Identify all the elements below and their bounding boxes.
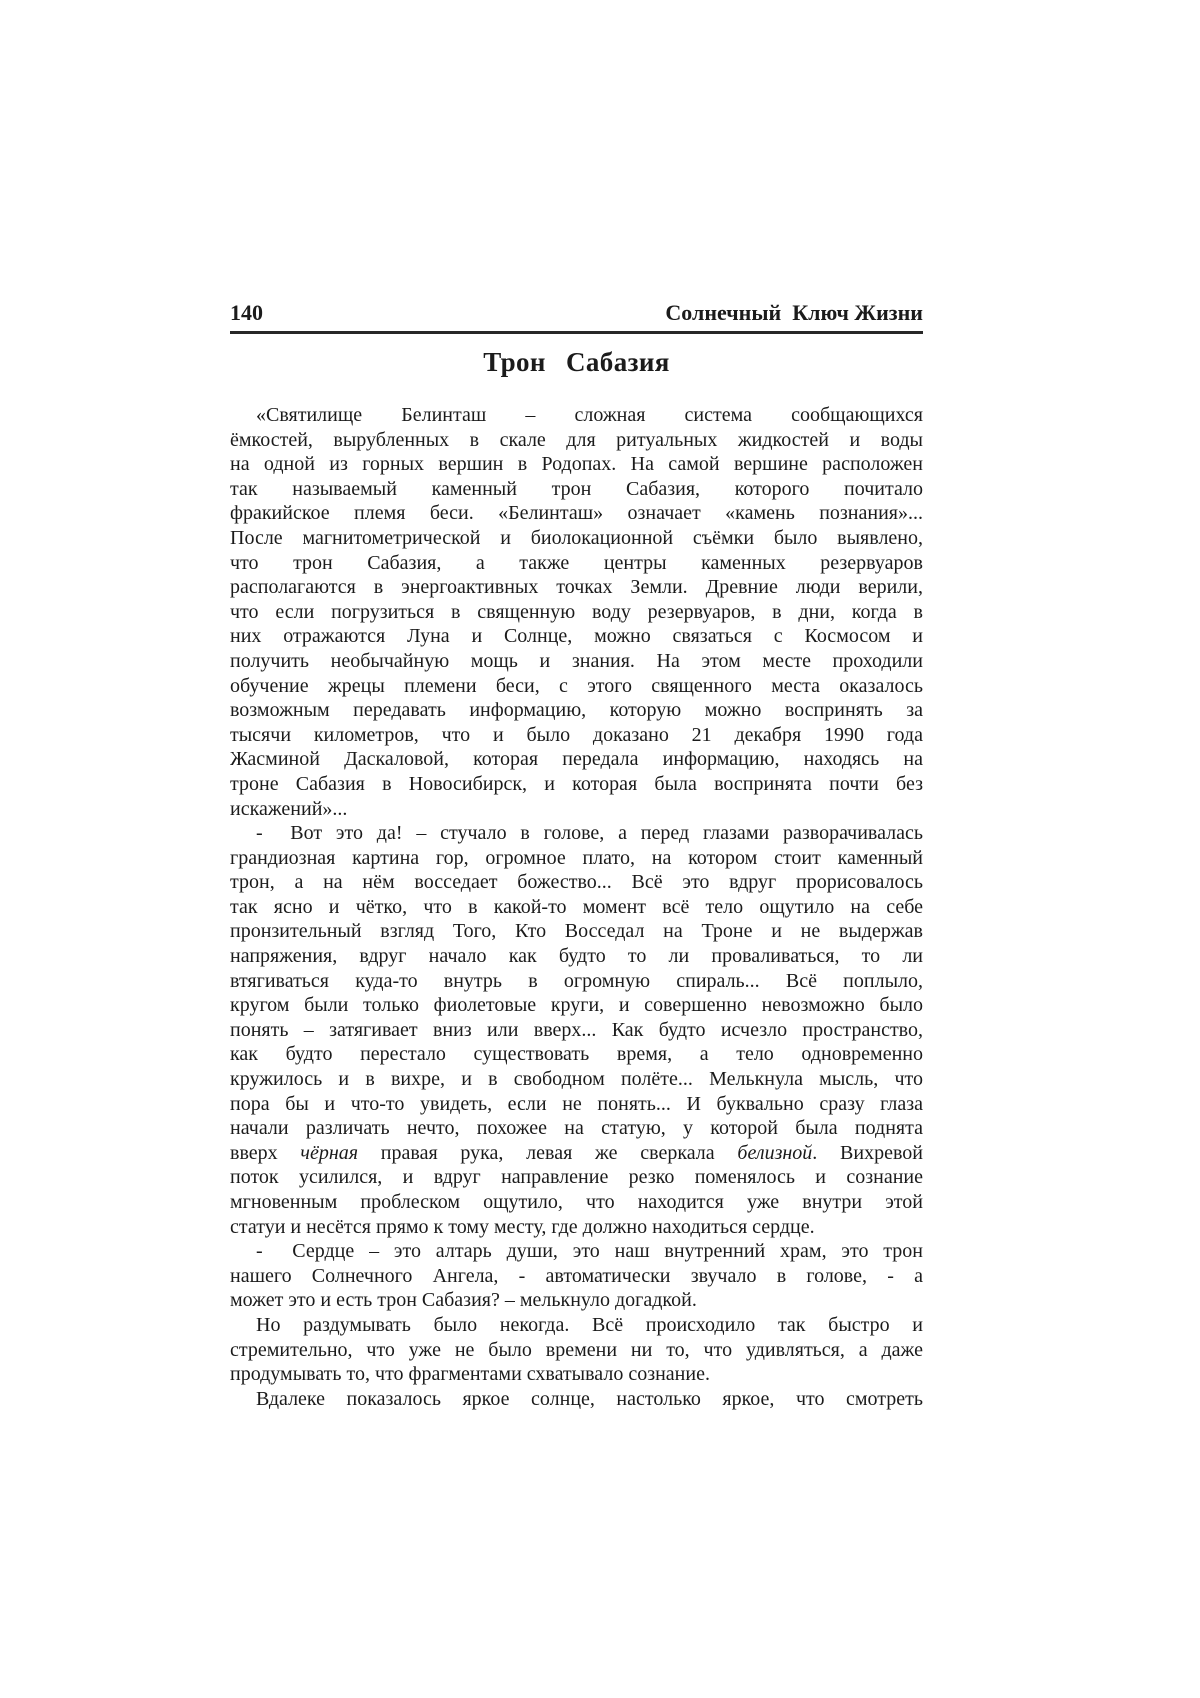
text-line: понять – затягивает вниз или вверх... Как будто исчезло пространство,: [230, 1018, 923, 1041]
text-line: может это и есть трон Сабазия? – мелькнуло догадкой.: [230, 1289, 697, 1312]
text-line: что если погрузиться в священную воду резервуаров, в дни, когда в: [230, 600, 923, 623]
text-line: возможным передавать информацию, которую можно воспринять за: [230, 699, 923, 722]
text-line: что трон Сабазия, а также центры каменных резервуаров: [230, 551, 923, 574]
text-line: напряжения, вдруг начало как будто то ли проваливаться, то ли: [230, 945, 923, 968]
text-line: на одной из горных вершин в Родопах. На самой вершине расположен: [230, 453, 923, 476]
text-line: получить необычайную мощь и знания. На этом месте проходили: [230, 649, 923, 672]
page-number: 140: [230, 300, 263, 325]
text-line: После магнитометрической и биолокационной съёмки было выявлено,: [230, 526, 923, 549]
text-line: обучение жрецы племени беси, с этого священного места оказалось: [230, 674, 923, 697]
text-line: втягиваться куда-то внутрь в огромную спираль... Всё поплыло,: [230, 969, 923, 992]
text-line: так называемый каменный трон Сабазия, которого почитало: [230, 477, 923, 500]
text-line: «Святилище Белинташ – сложная система сообщающихся: [256, 404, 923, 426]
text-line: поток усилился, и вдруг направление резко поменялось и сознание: [230, 1166, 923, 1189]
text-line: - Сердце – это алтарь души, это наш внутренний храм, это трон: [256, 1240, 923, 1263]
text-line: троне Сабазия в Новосибирск, и которая была воспринята почти без: [230, 772, 923, 795]
text-line: продумывать то, что фрагментами схватывало сознание.: [230, 1363, 710, 1386]
text-line: кружилось и в вихре, и в свободном полёте... Мелькнула мысль, что: [230, 1068, 923, 1091]
text-line: так ясно и чётко, что в какой-то момент всё тело ощутило на себе: [230, 895, 923, 918]
text-line: статуи и несётся прямо к тому месту, где должно находиться сердце.: [230, 1215, 815, 1238]
page-content: [230, 300, 923, 1411]
text-line: пронзительный взгляд Того, Кто Восседал на Троне и не выдержав: [230, 920, 923, 943]
text-line: ёмкостей, вырубленных в скале для ритуальных жидкостей и воды: [230, 428, 923, 451]
text-line: стремительно, что уже не было времени ни то, что удивляться, а даже: [230, 1338, 923, 1361]
text-line: искажений»...: [230, 797, 348, 820]
text-line: как будто перестало существовать время, а тело одновременно: [230, 1043, 923, 1066]
text-line: вверх чёрная правая рука, левая же сверкала белизной. Вихревой: [230, 1141, 923, 1164]
body-text: [230, 403, 923, 1411]
header-rule: [230, 331, 923, 334]
running-title: Солнечный Ключ Жизни: [665, 300, 923, 325]
text-line: пора бы и что-то увидеть, если не понять... И буквально сразу глаза: [230, 1092, 923, 1115]
text-line: начали различать нечто, похожее на статую, у которой была поднята: [230, 1117, 923, 1140]
text-line: грандиозная картина гор, огромное плато, на котором стоит каменный: [230, 846, 923, 869]
text-line: трон, а на нём восседает божество... Всё это вдруг прорисовалось: [230, 871, 923, 894]
text-line: Жасминой Даскаловой, которая передала информацию, находясь на: [230, 748, 923, 771]
text-line: Но раздумывать было некогда. Всё происходило так быстро и: [256, 1313, 923, 1336]
text-line: кругом были только фиолетовые круги, и совершенно невозможно было: [230, 994, 923, 1017]
text-line: тысячи километров, что и было доказано 21 декабря 1990 года: [230, 723, 923, 746]
chapter-title: Трон Сабазия: [483, 347, 670, 377]
page-header: [230, 300, 923, 331]
text-line: Вдалеке показалось яркое солнце, настолько яркое, что смотреть: [256, 1387, 923, 1410]
text-line: располагаются в энергоактивных точках Земли. Древние люди верили,: [230, 576, 923, 599]
text-line: - Вот это да! – стучало в голове, а перед глазами разворачивалась: [256, 822, 923, 845]
text-line: фракийское племя беси. «Белинташ» означает «камень познания»...: [230, 502, 923, 525]
text-line: них отражаются Луна и Солнце, можно связаться с Космосом и: [230, 625, 923, 648]
text-line: мгновенным проблеском ощутило, что находится уже внутри этой: [230, 1191, 923, 1213]
text-line: нашего Солнечного Ангела, - автоматически звучало в голове, - а: [230, 1264, 923, 1287]
